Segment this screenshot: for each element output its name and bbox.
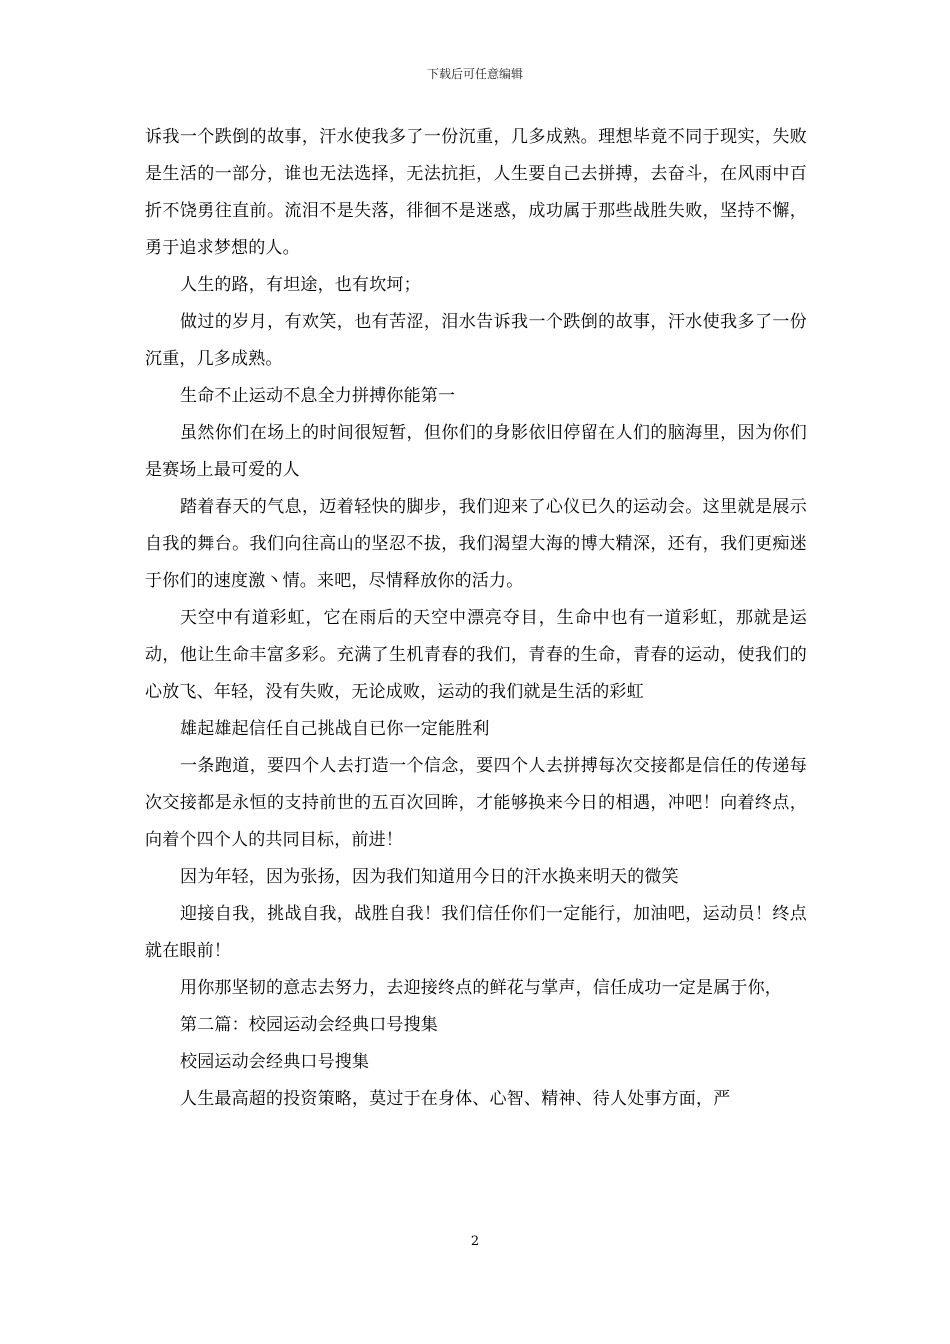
paragraph-12: 用你那坚韧的意志去努力，去迎接终点的鲜花与掌声，信任成功一定是属于你，	[180, 978, 782, 998]
paragraph-1: 诉我一个跌倒的故事，汗水使我多了一份沉重，几多成熟。理想毕竟不同于现实，失败是生活的一部分，谁也无法选择，无法抗拒，人生要自己去拼搏，去奋斗，在风雨中百折不饶勇往直前。流泪不是失落，徘徊不是迷惑，成功属于那些战胜失败，坚持不懈，勇于追求梦想的人。	[145, 127, 807, 258]
paragraph-9: 一条跑道，要四个人去打造一个信念，要四个人去拼搏每次交接都是信任的传递每次交接都是永恒的支持前世的五百次回眸，才能够换来今日的相遇，冲吧！向着终点，向着个四个人的共同目标，前进！	[145, 756, 807, 850]
section-heading: 第二篇：校园运动会经典口号搜集	[180, 1015, 438, 1035]
paragraph-7: 天空中有道彩虹，它在雨后的天空中漂亮夺目，生命中也有一道彩虹，那就是运动，他让生命丰富多彩。充满了生机青春的我们，青春的生命，青春的运动，使我们的心放飞、年轻，没有失败，无论成败，运动的我们就是生活的彩虹	[145, 608, 807, 702]
paragraph-15: 人生最高超的投资策略，莫过于在身体、心智、精神、待人处事方面，严	[180, 1089, 731, 1109]
paragraph-11: 迎接自我，挑战自我，战胜自我！我们信任你们一定能行，加油吧，运动员！终点就在眼前！	[145, 904, 807, 961]
paragraph-10: 因为年轻，因为张扬，因为我们知道用今日的汗水换来明天的微笑	[180, 867, 679, 887]
document-body	[145, 119, 807, 1118]
paragraph-2: 人生的路，有坦途，也有坎坷；	[180, 275, 421, 295]
paragraph-4: 生命不止运动不息全力拼搏你能第一	[180, 386, 456, 406]
paragraph-8: 雄起雄起信任自己挑战自已你一定能胜利	[180, 719, 490, 739]
subheading: 校园运动会经典口号搜集	[180, 1052, 370, 1072]
page-header: 下载后可任意编辑	[426, 67, 523, 81]
page-number: 2	[470, 1234, 480, 1249]
paragraph-6: 踏着春天的气息，迈着轻快的脚步，我们迎来了心仪已久的运动会。这里就是展示自我的舞台。我们向往高山的坚忍不拔，我们渴望大海的博大精深，还有，我们更痴迷于你们的速度激丶情。来吧，尽情释放你的活力。	[145, 497, 807, 591]
paragraph-3: 做过的岁月，有欢笑，也有苦涩，泪水告诉我一个跌倒的故事，汗水使我多了一份沉重，几多成熟。	[145, 312, 807, 369]
paragraph-5: 虽然你们在场上的时间很短暂，但你们的身影依旧停留在人们的脑海里，因为你们是赛场上最可爱的人	[145, 423, 807, 480]
